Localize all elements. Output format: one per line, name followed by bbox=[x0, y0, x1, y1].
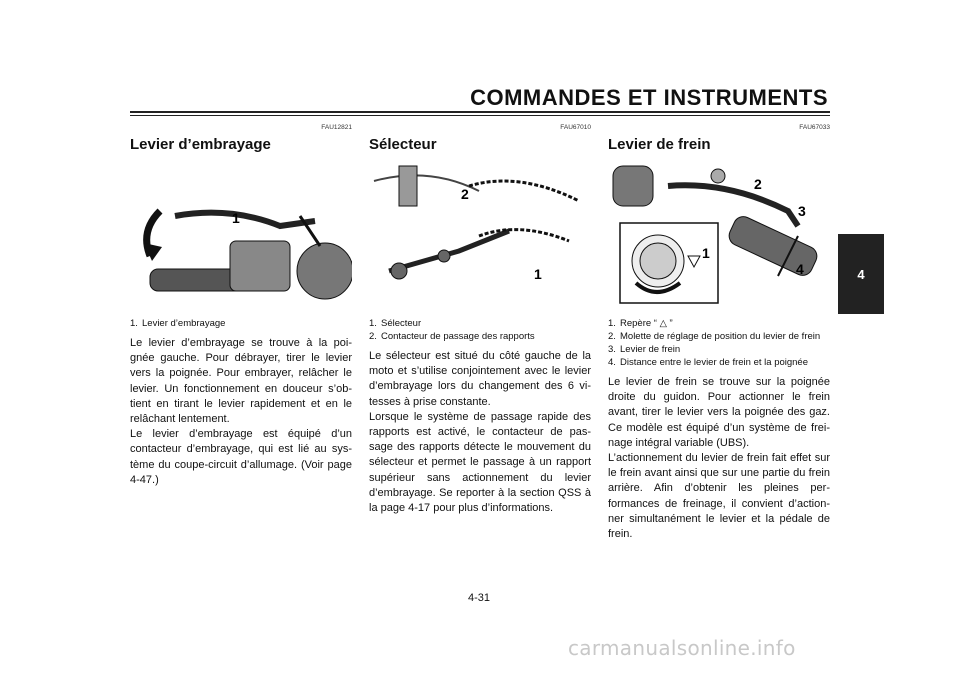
section-title: Sélecteur bbox=[369, 136, 437, 153]
callout-1: 1 bbox=[232, 210, 240, 226]
callout-1: 1 bbox=[534, 266, 542, 282]
section-body bbox=[369, 349, 591, 516]
legend-item: 1. Repère “ △ ” bbox=[608, 318, 673, 329]
section-code: FAU12821 bbox=[321, 124, 352, 131]
callout-3: 3 bbox=[798, 203, 806, 219]
callout-2: 2 bbox=[754, 176, 762, 192]
header-rule bbox=[130, 111, 830, 113]
chapter-tab[interactable]: 4 bbox=[838, 234, 884, 314]
section-title: Levier de frein bbox=[608, 136, 711, 153]
page-number: 4-31 bbox=[468, 592, 491, 604]
legend-item: 4. Distance entre le levier de frein et la poignée bbox=[608, 357, 809, 368]
header-rule-thin bbox=[130, 115, 830, 116]
callout-4: 4 bbox=[796, 261, 804, 277]
brake-lever-illustration bbox=[608, 161, 830, 311]
section-clutch-lever bbox=[130, 124, 352, 488]
section-body bbox=[130, 336, 352, 488]
figure-legend bbox=[130, 317, 352, 330]
legend-item: 2. Molette de réglage de position du levier de frein bbox=[608, 331, 821, 342]
figure-legend bbox=[608, 317, 830, 369]
section-body bbox=[608, 375, 830, 542]
section-title: Levier d’embrayage bbox=[130, 136, 271, 153]
legend-item: 2. Contacteur de passage des rapports bbox=[369, 331, 535, 342]
section-shift-pedal bbox=[369, 124, 591, 516]
shift-pedal-illustration bbox=[369, 161, 591, 311]
section-brake-lever bbox=[608, 124, 830, 542]
clutch-lever-illustration bbox=[130, 161, 352, 311]
legend-item: 1. Sélecteur bbox=[369, 318, 422, 329]
body-paragraph: Le levier d’embrayage se trouve à la poi-gnée gauche. Pour débrayer, tirer le levier vers la poignée. Pour embrayer, relâcher le levier. Un fonctionnement en douceur s’ob-tient en tirant le levier rapidement et en le relâchant lentement. Le levier d’embrayage est équipé d’un contacteur d’embrayage, qui est lié au sys-tème du coupe-circuit d’allumage. (Voir page 4-47.) bbox=[130, 337, 352, 486]
body-paragraph: Le sélecteur est situé du côté gauche de la moto et s’utilise conjointement avec le levier d’embrayage lors du changement des 6 vi-tesses à prise constante. Lorsque le système de passage rapide des rapports est activé, le contacteur de pas-sage des rapports détecte le mouvement du sélecteur et permet le passage à un rapport supérieur sans actionnement du levier d’embrayage. Se reporter à la section QSS à la page 4-17 pour plus d’informations. bbox=[369, 350, 591, 515]
section-code: FAU67010 bbox=[560, 124, 591, 131]
figure-legend bbox=[369, 317, 591, 343]
section-code: FAU67033 bbox=[799, 124, 830, 131]
legend-item: 3. Levier de frein bbox=[608, 344, 681, 355]
callout-2: 2 bbox=[461, 186, 469, 202]
body-paragraph: Le levier de frein se trouve sur la poignée droite du guidon. Pour actionner le frein avant, tirer le levier vers la poignée des gaz. Ce modèle est équipé d’un système de frei-nage intégral variable (UBS). L’actionnement du levier de frein fait effet sur le frein avant ainsi que sur une partie du frein arrière. Afin d’obtenir les pleines per-formances de freinage, il convient d’action-ner simultanément le levier et la pédale de frein. bbox=[608, 376, 830, 541]
page-header-title: COMMANDES ET INSTRUMENTS bbox=[470, 85, 828, 110]
watermark: carmanualsonline.info bbox=[568, 636, 796, 660]
callout-1: 1 bbox=[702, 245, 710, 261]
legend-item: 1. Levier d’embrayage bbox=[130, 318, 226, 329]
